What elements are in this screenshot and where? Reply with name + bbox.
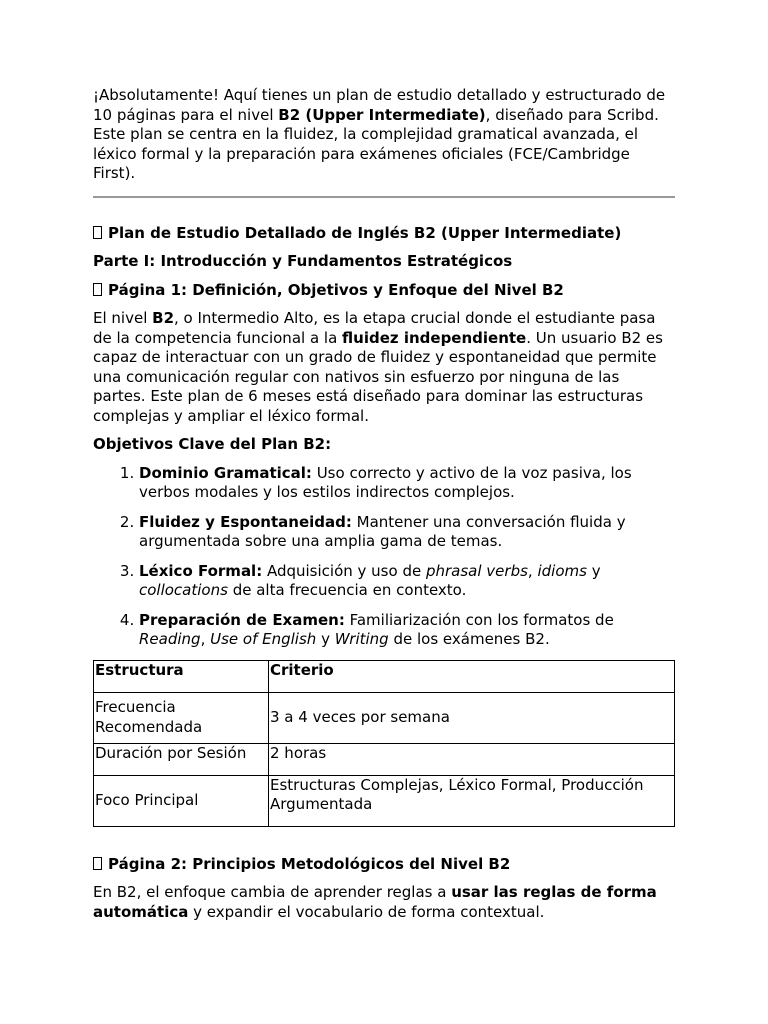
list-item <box>139 513 675 552</box>
objective-text: de alta frecuencia en contexto. <box>227 581 467 599</box>
objective-italic: Reading <box>139 630 201 648</box>
objective-text: Familiarización con los formatos de <box>344 610 614 629</box>
table-cell: Duración por Sesión <box>94 743 269 775</box>
horizontal-rule <box>93 196 675 198</box>
objective-text: y <box>586 561 601 580</box>
objective-text: Mantener una conversación fluida y argumentada sobre una amplia gama de temas. <box>139 512 626 550</box>
page2-paragraph <box>93 883 675 922</box>
text-run: El nivel <box>93 309 153 327</box>
objective-italic: phrasal verbs <box>425 561 528 580</box>
plan-title <box>93 224 675 244</box>
objective-italic: Writing <box>334 630 389 648</box>
objective-label: Dominio Gramatical: <box>139 463 312 482</box>
list-item <box>139 464 675 503</box>
table-cell: Foco Principal <box>94 775 269 826</box>
table-row <box>94 692 675 743</box>
table-cell: Frecuencia Recomendada <box>94 692 269 743</box>
intro-text: ¡Absolutamente! Aquí tienes un plan de estudio detallado y estructurado de 10 páginas para el nivel <box>93 86 666 124</box>
objective-label: Léxico Formal: <box>139 561 263 580</box>
list-item <box>139 611 675 650</box>
text-run: En B2, el enfoque cambia de aprender reglas a <box>93 883 452 901</box>
page1-heading-text: Página 1: Definición, Objetivos y Enfoque del Nivel B2 <box>108 280 564 299</box>
table-header-cell: Estructura <box>94 660 269 692</box>
page2-heading-text: Página 2: Principios Metodológicos del Nivel B2 <box>108 854 511 873</box>
page1-heading <box>93 281 675 301</box>
objective-label: Preparación de Examen: <box>139 610 345 629</box>
table-row <box>94 743 675 775</box>
table-header-row <box>94 660 675 692</box>
text-run: . Un usuario B2 es capaz de interactuar con un grado de fluidez y espontaneidad que permite una comunicación regular con nativos sin esfuerzo por ninguna de las partes. Este plan de 6 meses está diseñado para dominar las estructuras complejas y ampliar el léxico formal. <box>93 328 663 425</box>
objectives-list <box>93 464 675 650</box>
page2-heading <box>93 855 675 875</box>
objective-italic: idioms <box>537 561 587 580</box>
intro-level-bold: B2 (Upper Intermediate) <box>278 105 486 124</box>
objective-italic: collocations <box>139 581 228 599</box>
plan-table <box>93 660 675 827</box>
objectives-title: Objetivos Clave del Plan B2: <box>93 435 332 453</box>
table-header-cell: Criterio <box>269 660 675 692</box>
table-row <box>94 775 675 826</box>
page1-paragraph <box>93 309 675 426</box>
objective-text: y <box>316 630 335 648</box>
intro-paragraph <box>93 86 675 184</box>
list-item <box>139 562 675 601</box>
plan-title-text: Plan de Estudio Detallado de Inglés B2 (Upper Intermediate) <box>108 223 622 242</box>
objective-text: , <box>527 561 538 580</box>
missing-glyph-icon <box>93 857 102 870</box>
objective-italic: Use of English <box>210 630 317 648</box>
table-cell: 2 horas <box>269 743 675 775</box>
bold-run: fluidez independiente <box>342 328 527 347</box>
table-cell: 3 a 4 veces por semana <box>269 692 675 743</box>
text-run: , o Intermedio Alto, es la etapa crucial donde el estudiante pasa de la competencia funcional a la <box>93 309 656 347</box>
objective-text: Adquisición y uso de <box>262 561 426 580</box>
bold-run: B2 <box>152 309 175 327</box>
intro-text-end: , diseñado para Scribd. Este plan se centra en la fluidez, la complejidad gramatical avanzada, el léxico formal y la preparación para exámenes oficiales (FCE/Cambridge First). <box>93 105 659 182</box>
bold-run: usar las reglas de forma automática <box>93 883 657 921</box>
table-cell: Estructuras Complejas, Léxico Formal, Producción Argumentada <box>269 775 675 826</box>
missing-glyph-icon <box>93 226 102 239</box>
objective-text: Uso correcto y activo de la voz pasiva, los verbos modales y los estilos indirectos complejos. <box>139 463 632 501</box>
missing-glyph-icon <box>93 283 102 296</box>
text-run: y expandir el vocabulario de forma contextual. <box>188 902 545 921</box>
objective-text: de los exámenes B2. <box>388 630 550 648</box>
part-title: Parte I: Introducción y Fundamentos Estratégicos <box>93 252 513 270</box>
objective-label: Fluidez y Espontaneidad: <box>139 512 352 531</box>
objective-text: , <box>200 630 211 648</box>
